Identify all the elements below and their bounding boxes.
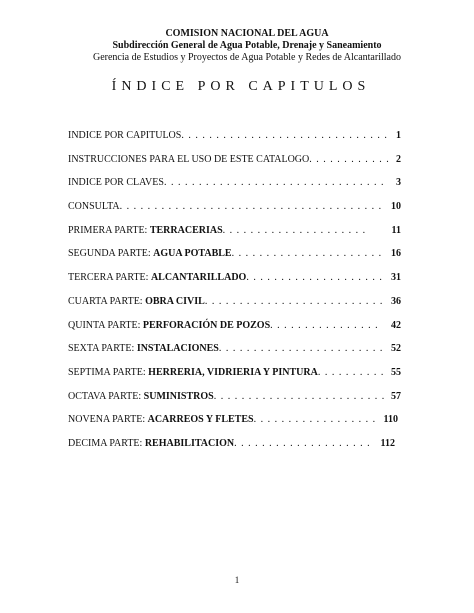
- toc-entry-title: INSTALACIONES: [136, 343, 219, 355]
- toc-entry: [68, 153, 390, 167]
- toc-entry: [68, 295, 383, 309]
- toc-row: [68, 437, 410, 461]
- toc-leader-dots: . . . . . . . . . . . . . . . . . . . . . . . .: [218, 343, 384, 355]
- toc-entry: [68, 366, 384, 380]
- toc-entry-label: DECIMA PARTE:: [68, 437, 145, 449]
- page-number: 1: [234, 575, 240, 585]
- toc-entry-title: OBRA CIVIL: [145, 295, 205, 307]
- toc-entry-title: TERRACERIAS: [149, 224, 223, 236]
- toc-entry-title: AGUA POTABLE: [153, 248, 232, 260]
- toc-row: [68, 295, 410, 319]
- toc-page-number: 11: [391, 224, 401, 236]
- page-title: ÍNDICE POR CAPITULOS: [111, 79, 371, 94]
- toc-entry: [68, 271, 383, 285]
- toc-page-number: 55: [391, 366, 401, 378]
- toc-leader-dots: . . . . . . . . . . . . . . . . . . . . . . . . .: [213, 390, 386, 402]
- toc-row: [68, 200, 410, 224]
- toc-entry-label: INSTRUCCIONES PARA EL USO DE ESTE CATALOGO: [68, 153, 310, 165]
- toc-entry: [68, 413, 376, 427]
- organization-name: COMISION NACIONAL DEL AGUA: [165, 28, 329, 39]
- toc-page-number: 42: [391, 319, 401, 331]
- toc-entry-label: TERCERA PARTE:: [68, 272, 151, 284]
- toc-leader-dots: . . . . . . . . . . . . . . . . . . . . . .: [231, 248, 383, 260]
- toc-row: [68, 342, 410, 366]
- toc-entry: [68, 342, 383, 356]
- management-name: Gerencia de Estudios y Proyectos de Agua Potable y Redes de Alcantarillado: [93, 52, 401, 63]
- toc-row: [68, 153, 410, 177]
- toc-entry-title: ALCANTARILLADO: [150, 272, 247, 284]
- toc-row: [68, 224, 410, 248]
- toc-page-number: 3: [396, 177, 401, 189]
- toc-leader-dots: . . . . . . . . . . . . . . . .: [270, 319, 379, 331]
- toc-entry: [68, 129, 388, 143]
- toc-entry: [68, 247, 382, 261]
- toc-entry-label: CUARTA PARTE:: [68, 295, 146, 307]
- toc-leader-dots: . . . . . . . . . . . . . . . . . . . . . . . . . .: [204, 295, 384, 307]
- toc-leader-dots: . . . . . . . . . .: [317, 366, 385, 378]
- toc-entry-label: QUINTA PARTE:: [68, 319, 143, 331]
- toc-leader-dots: . . . . . . . . . . . . . . . . . . . . . . . . . . . . . .: [181, 130, 388, 141]
- toc-entry: [68, 224, 366, 238]
- toc-entry-label: INDICE POR CLAVES: [68, 177, 164, 189]
- toc-row: [68, 176, 410, 200]
- toc-entry-label: INDICE POR CAPITULOS: [68, 130, 182, 141]
- toc-entry-label: SEXTA PARTE:: [68, 343, 137, 355]
- toc-leader-dots: . . . . . . . . . . . . . . . . . . . . . . . . . . . . . . . . . . . . . .: [119, 201, 383, 213]
- toc-row: [68, 413, 410, 437]
- toc-entry: [68, 319, 379, 333]
- toc-entry: [68, 390, 385, 404]
- toc-entry-label: SEGUNDA PARTE:: [68, 248, 154, 260]
- toc-page-number: 110: [383, 414, 398, 426]
- table-of-contents: [68, 129, 410, 461]
- toc-page-number: 36: [391, 295, 401, 307]
- subdirection-name: Subdirección General de Agua Potable, Drenaje y Saneamiento: [112, 40, 382, 51]
- toc-leader-dots: . . . . . . . . . . . . . . . . . . . . .: [222, 224, 367, 236]
- toc-row: [68, 366, 410, 390]
- toc-page-number: 31: [391, 272, 401, 284]
- toc-leader-dots: . . . . . . . . . . . .: [309, 153, 390, 165]
- toc-page-number: 16: [391, 248, 401, 260]
- toc-entry-title: ACARREOS Y FLETES: [147, 414, 254, 426]
- toc-leader-dots: . . . . . . . . . . . . . . . . . .: [253, 414, 377, 426]
- toc-entry-label: OCTAVA PARTE:: [68, 390, 144, 402]
- toc-entry-label: NOVENA PARTE:: [68, 414, 148, 426]
- toc-entry-label: CONSULTA: [68, 201, 120, 213]
- toc-entry-title: PERFORACIÓN DE POZOS: [142, 319, 271, 331]
- toc-entry-label: PRIMERA PARTE:: [68, 224, 150, 236]
- toc-page-number: 52: [391, 343, 401, 355]
- toc-row: [68, 319, 410, 343]
- toc-entry: [68, 437, 371, 451]
- document-header: [0, 28, 474, 64]
- toc-page-number: 1: [396, 130, 401, 141]
- toc-leader-dots: . . . . . . . . . . . . . . . . . . . .: [234, 437, 371, 449]
- toc-entry-title: HERRERIA, VIDRIERIA Y PINTURA: [148, 366, 318, 378]
- toc-page-number: 57: [391, 390, 401, 402]
- toc-entry: [68, 200, 382, 214]
- toc-page-number: 2: [396, 153, 401, 165]
- toc-entry-title: REHABILITACION: [144, 437, 235, 449]
- toc-row: [68, 247, 410, 271]
- toc-leader-dots: . . . . . . . . . . . . . . . . . . . .: [246, 272, 383, 284]
- toc-leader-dots: . . . . . . . . . . . . . . . . . . . . . . . . . . . . . . . .: [163, 177, 385, 189]
- toc-page-number: 10: [391, 201, 401, 213]
- toc-entry: [68, 176, 384, 190]
- toc-row: [68, 271, 410, 295]
- toc-row: [68, 390, 410, 414]
- toc-row: [68, 129, 410, 153]
- toc-entry-title: SUMINISTROS: [143, 390, 214, 402]
- toc-entry-label: SEPTIMA PARTE:: [68, 366, 149, 378]
- toc-page-number: 112: [380, 437, 395, 449]
